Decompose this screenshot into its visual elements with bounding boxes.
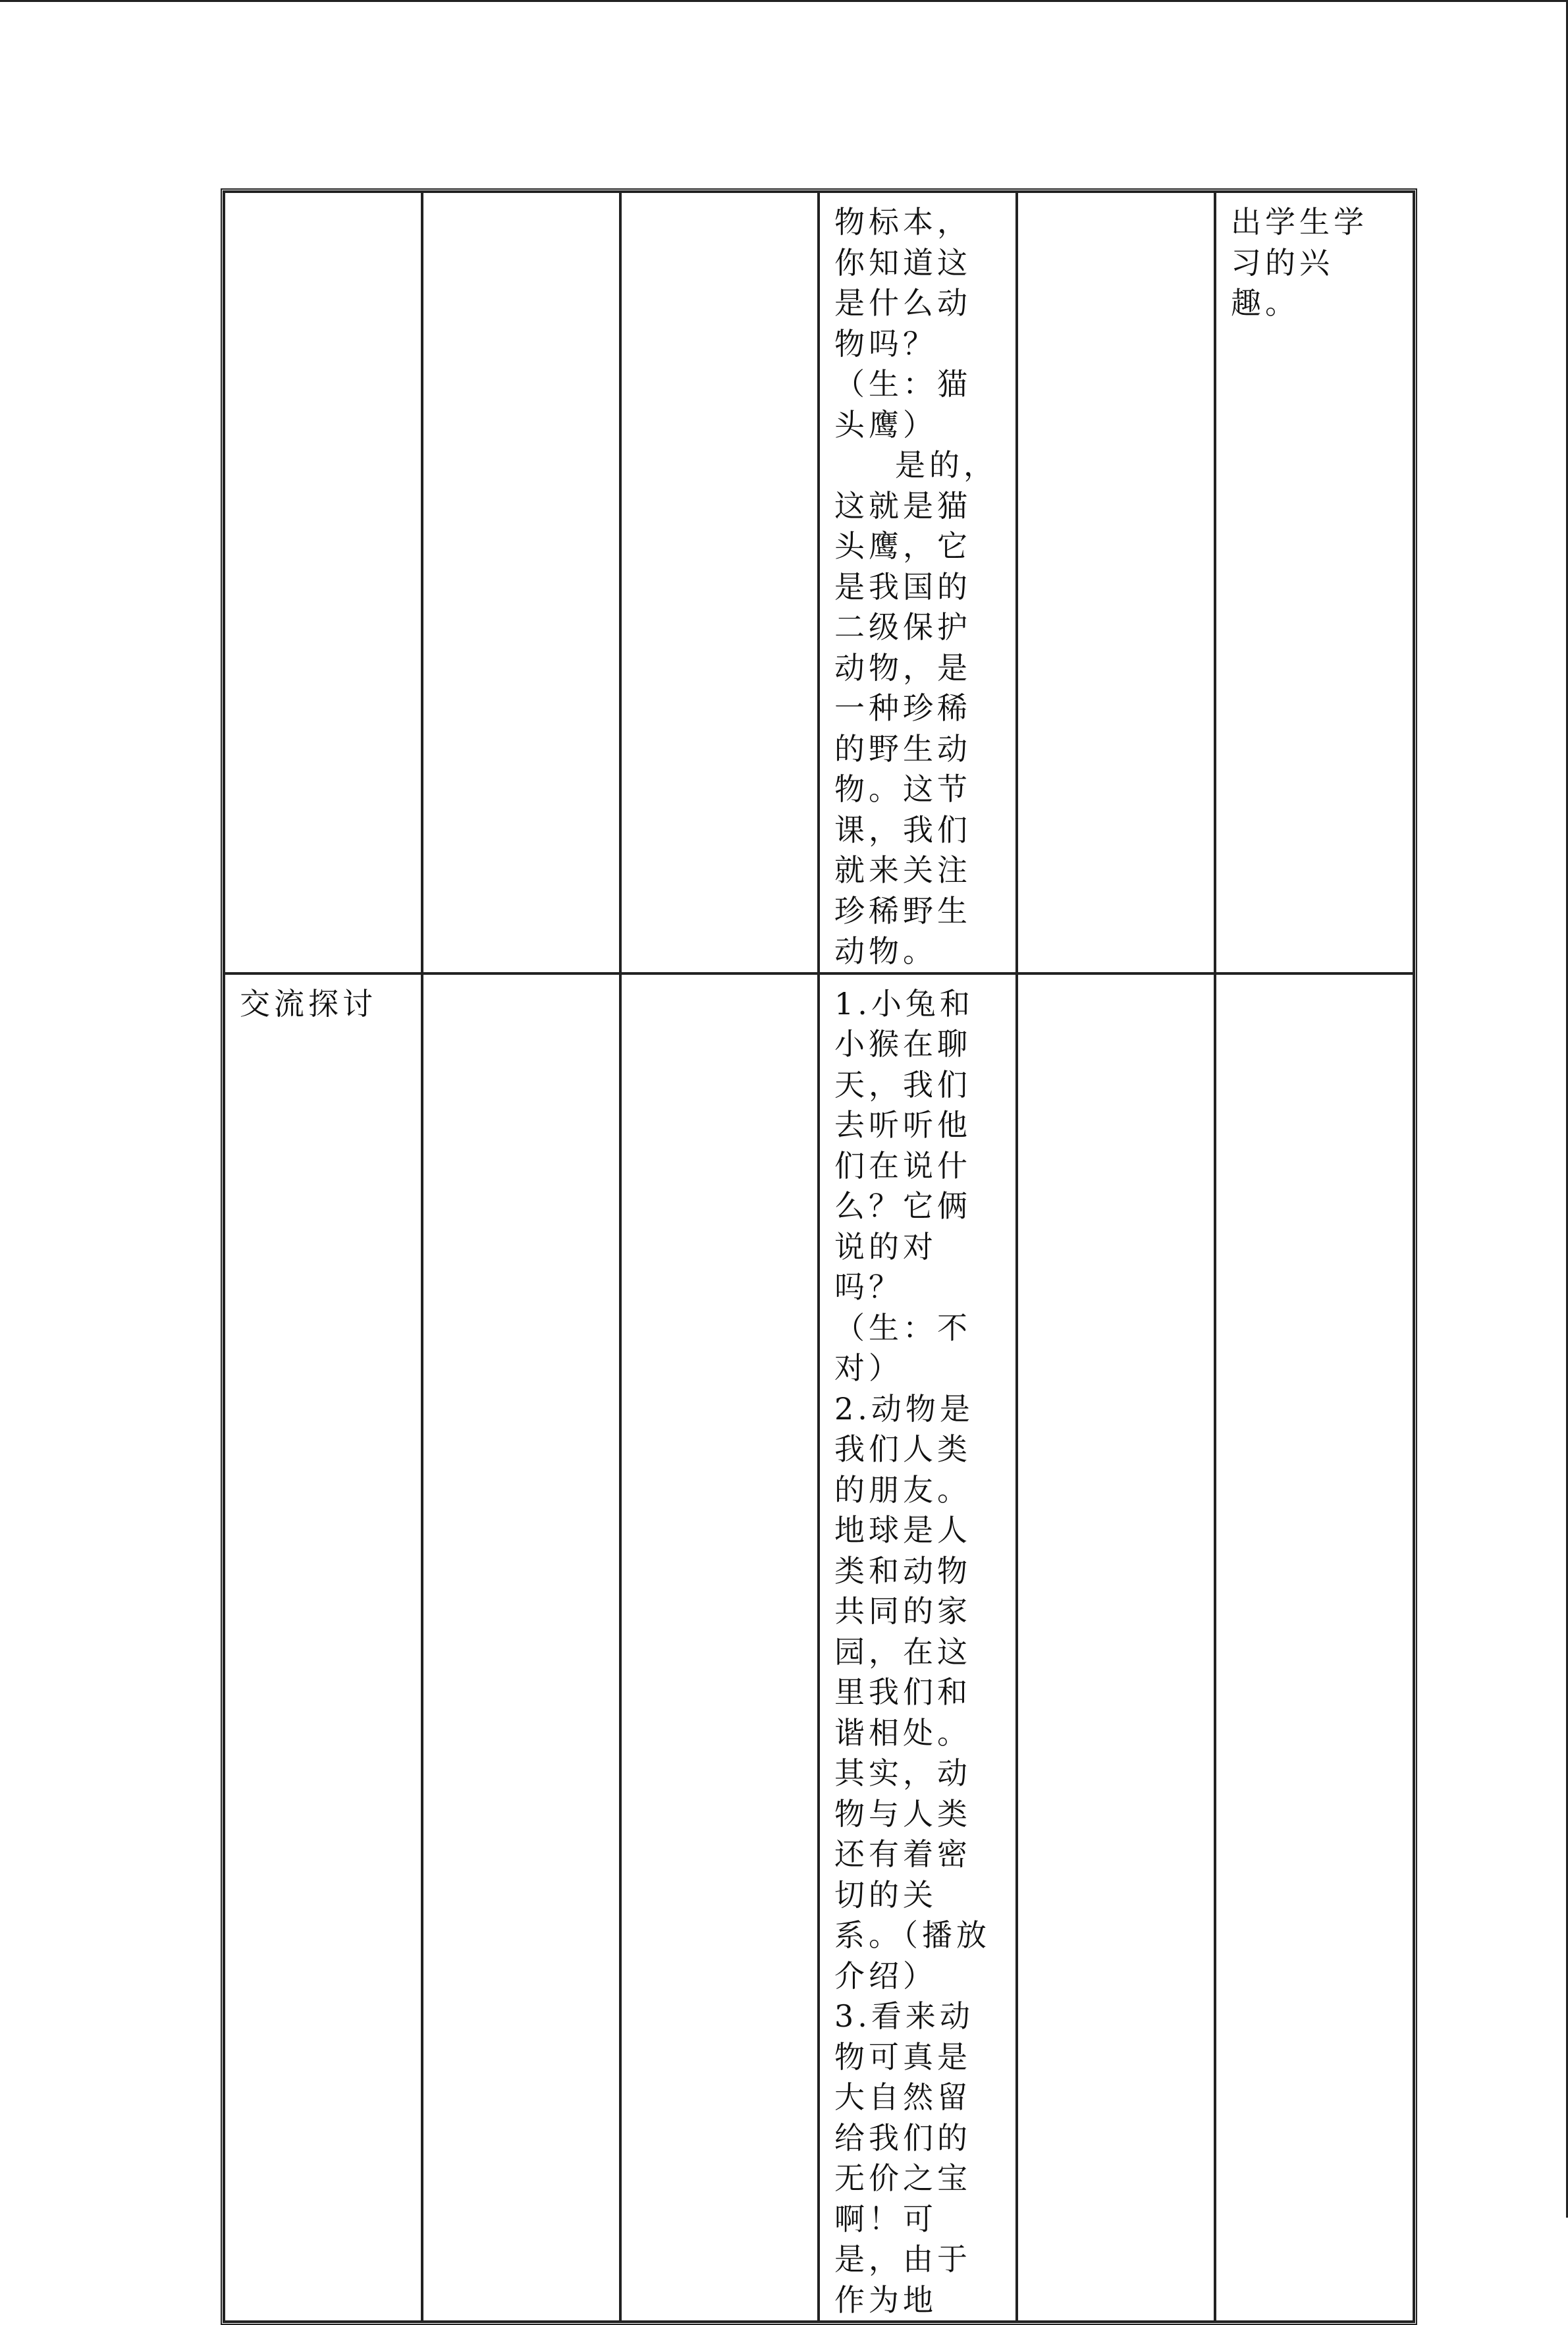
teacher-activity-cell	[819, 192, 1017, 973]
lesson-plan-table	[221, 188, 1417, 2325]
empty-cell	[422, 192, 620, 973]
empty-cell	[1017, 192, 1215, 973]
paragraph: 2.动物是我们人类的朋友。地球是人类和动物共同的家园，在这里我们和谐相处。其实，动物与人类还有着密切的关系。（播放介绍）	[834, 1390, 990, 1994]
paragraph: 是的，这就是猫头鹰，它是我国的二级保护动物，是一种珍稀的野生动物。这节课，我们就来关注珍稀野生动物。	[834, 447, 998, 969]
paragraph: 物标本，你知道这是什么动物吗？（生：猫头鹰）	[834, 204, 971, 443]
paragraph: 1.小兔和小猴在聊天，我们去听听他们在说什么？它俩说的对吗？（生：不对）	[834, 985, 974, 1386]
design-intent-text: 出学生学习的兴趣。	[1231, 204, 1368, 321]
teacher-activity-cell	[819, 973, 1017, 2322]
empty-cell	[1017, 973, 1215, 2322]
empty-cell	[620, 192, 819, 973]
design-intent-cell	[1215, 973, 1414, 2322]
empty-cell	[620, 973, 819, 2322]
stage-label: 交流探讨	[240, 985, 377, 1022]
stage-cell	[224, 192, 422, 973]
table-row	[224, 973, 1414, 2322]
empty-cell	[422, 973, 620, 2322]
design-intent-cell	[1215, 192, 1414, 973]
stage-cell	[224, 973, 422, 2322]
table-row	[224, 192, 1414, 973]
paragraph: 3.看来动物可真是大自然留给我们的无价之宝啊！可是，由于作为地	[834, 1998, 974, 2318]
page-top-border	[0, 0, 1568, 2]
